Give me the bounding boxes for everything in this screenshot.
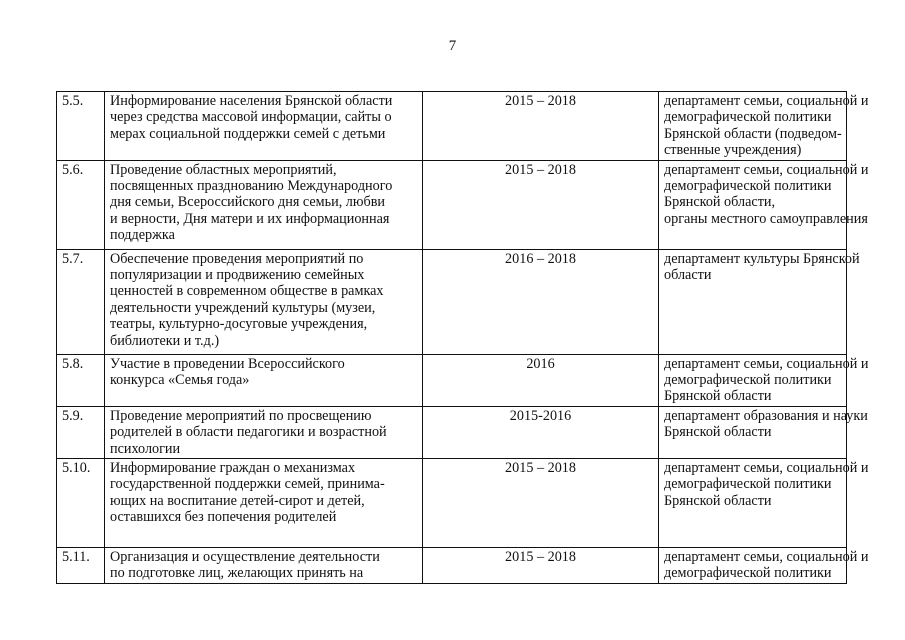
table-row <box>57 354 847 406</box>
measure-description <box>105 406 423 458</box>
responsible-line: департамент семьи, социальной и <box>664 460 869 477</box>
responsible-line: демографической политики <box>664 565 832 582</box>
measure-description <box>105 92 423 161</box>
description-line: Проведение мероприятий по просвещению <box>110 407 372 424</box>
description-line: оставшихся без попечения родителей <box>110 509 337 526</box>
table-row <box>57 406 847 458</box>
implementation-period: 2015 – 2018 <box>423 548 659 584</box>
description-line: Информирование населения Брянской области <box>110 93 393 109</box>
responsible-executor <box>659 92 869 161</box>
responsible-line: департамент образования и науки <box>664 407 868 424</box>
measure-description <box>105 548 423 584</box>
item-number: 5.11. <box>57 548 105 584</box>
description-line: и верности, Дня матери и их информационная <box>110 210 390 227</box>
measure-description <box>105 354 423 406</box>
measure-description <box>105 249 423 354</box>
responsible-line: области <box>664 267 712 284</box>
description-line: родителей в области педагогики и возрастной <box>110 424 387 441</box>
responsible-executor <box>659 406 868 458</box>
measure-description <box>105 459 423 548</box>
description-line: посвященных празднованию Международного <box>110 178 393 195</box>
description-line: ценностей в современном обществе в рамках <box>110 283 384 300</box>
item-number: 5.8. <box>57 354 105 406</box>
description-line: дня семьи, Всероссийского дня семьи, любви <box>110 194 385 211</box>
implementation-period: 2015 – 2018 <box>423 92 659 161</box>
responsible-line: Брянской области <box>664 424 772 441</box>
responsible-line: Брянской области <box>664 492 772 509</box>
responsible-line: Брянской области <box>664 388 772 405</box>
responsible-line: демографической политики <box>664 178 832 195</box>
responsible-executor <box>659 249 860 354</box>
implementation-period: 2016 <box>423 354 659 406</box>
description-line: по подготовке лиц, желающих принять на <box>110 565 364 582</box>
implementation-period: 2015-2016 <box>423 406 659 458</box>
description-line: государственной поддержки семей, принима- <box>110 476 385 493</box>
implementation-period: 2015 – 2018 <box>423 459 659 548</box>
description-line: театры, культурно-досуговые учреждения, <box>110 316 368 333</box>
description-line: ющих на воспитание детей-сирот и детей, <box>110 492 365 509</box>
responsible-line: органы местного самоуправления <box>664 210 868 227</box>
responsible-line: департамент культуры Брянской <box>664 250 860 267</box>
responsible-line: департамент семьи, социальной и <box>664 93 869 109</box>
description-line: Проведение областных мероприятий, <box>110 161 337 178</box>
description-line: деятельности учреждений культуры (музеи, <box>110 299 376 316</box>
measures-table <box>56 91 869 584</box>
item-number: 5.10. <box>57 459 105 548</box>
responsible-executor <box>659 160 869 249</box>
description-line: психологии <box>110 440 181 457</box>
table-row <box>57 160 847 249</box>
responsible-executor <box>659 459 869 548</box>
table-row <box>57 249 847 354</box>
responsible-line: демографической политики <box>664 476 832 493</box>
item-number: 5.7. <box>57 249 105 354</box>
responsible-line: Брянской области, <box>664 194 776 211</box>
table-row <box>57 92 847 161</box>
responsible-line: демографической политики <box>664 109 832 126</box>
responsible-line: департамент семьи, социальной и <box>664 161 869 178</box>
description-line: Организация и осуществление деятельности <box>110 549 380 566</box>
description-line: Участие в проведении Всероссийского <box>110 355 345 372</box>
description-line: конкурса «Семья года» <box>110 372 250 389</box>
item-number: 5.6. <box>57 160 105 249</box>
description-line: через средства массовой информации, сайты о <box>110 109 392 126</box>
description-line: Информирование граждан о механизмах <box>110 460 356 477</box>
table-row <box>57 459 847 548</box>
item-number: 5.9. <box>57 406 105 458</box>
item-number: 5.5. <box>57 92 105 161</box>
measure-description <box>105 160 423 249</box>
page-number: 7 <box>448 38 457 54</box>
description-line: библиотеки и т.д.) <box>110 332 220 349</box>
description-line: поддержка <box>110 227 175 244</box>
responsible-executor <box>659 354 869 406</box>
implementation-period: 2015 – 2018 <box>423 160 659 249</box>
responsible-line: департамент семьи, социальной и <box>664 549 869 566</box>
description-line: мерах социальной поддержки семей с детьми <box>110 125 386 142</box>
description-line: популяризации и продвижению семейных <box>110 267 365 284</box>
responsible-line: демографической политики <box>664 372 832 389</box>
implementation-period: 2016 – 2018 <box>423 249 659 354</box>
description-line: Обеспечение проведения мероприятий по <box>110 250 364 267</box>
responsible-line: департамент семьи, социальной и <box>664 355 869 372</box>
responsible-line: ственные учреждения) <box>664 142 802 159</box>
responsible-line: Брянской области (подведом- <box>664 125 842 142</box>
responsible-executor <box>659 548 869 584</box>
table-row <box>57 548 847 584</box>
